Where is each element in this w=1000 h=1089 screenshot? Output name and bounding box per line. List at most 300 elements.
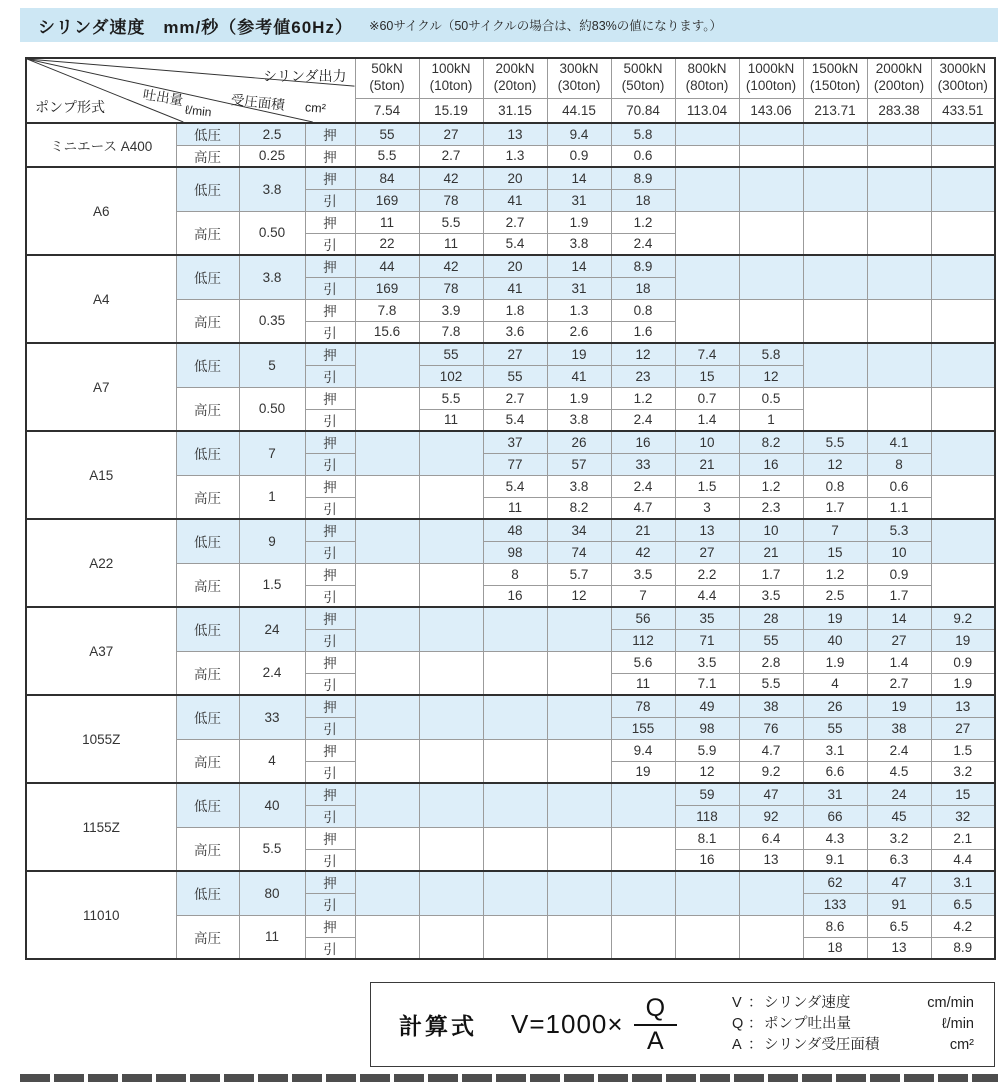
speed-value-cell: 40 [803,629,867,651]
pump-name-cell: A37 [26,607,176,695]
direction-cell: 押 [305,255,355,277]
empty-speed-cell [931,145,995,167]
speed-value-cell: 6.6 [803,761,867,783]
flow-rate-cell: 7 [239,431,305,475]
speed-value-cell: 169 [355,277,419,299]
empty-speed-cell [355,695,419,739]
pressure-label-cell: 高圧 [176,211,239,255]
data-row [26,431,995,453]
direction-cell: 押 [305,387,355,409]
pressure-label-cell: 高圧 [176,651,239,695]
speed-value-cell: 98 [675,717,739,739]
speed-value-cell: 7.8 [355,299,419,321]
empty-speed-cell [675,299,739,343]
speed-value-cell: 3 [675,497,739,519]
speed-value-cell: 55 [419,343,483,365]
speed-value-cell: 48 [483,519,547,541]
area-value-cell: 44.15 [547,98,611,123]
legend-symbol: A [732,1037,742,1053]
empty-speed-cell [931,299,995,343]
area-value-cell: 283.38 [867,98,931,123]
pump-name-cell: A15 [26,431,176,519]
pressure-label-cell: 高圧 [176,387,239,431]
empty-speed-cell [867,387,931,431]
speed-value-cell: 0.9 [547,145,611,167]
speed-value-cell: 18 [611,189,675,211]
speed-value-cell: 8.9 [611,255,675,277]
speed-value-cell: 31 [547,277,611,299]
speed-value-cell: 27 [867,629,931,651]
empty-speed-cell [803,255,867,299]
speed-value-cell: 2.7 [483,387,547,409]
speed-value-cell: 4.7 [739,739,803,761]
speed-value-cell: 1.7 [803,497,867,519]
direction-cell: 引 [305,673,355,695]
speed-value-cell: 1.2 [739,475,803,497]
speed-value-cell: 18 [803,937,867,959]
speed-value-cell: 4.1 [867,431,931,453]
empty-speed-cell [355,739,419,783]
speed-value-cell: 5.5 [419,387,483,409]
empty-speed-cell [355,871,419,915]
speed-value-cell: 47 [739,783,803,805]
pressure-label-cell: 高圧 [176,145,239,167]
column-header-force [547,58,611,98]
empty-speed-cell [867,343,931,387]
empty-speed-cell [355,431,419,475]
speed-value-cell: 11 [355,211,419,233]
direction-cell: 引 [305,805,355,827]
force-label: 1000kN [747,61,795,77]
direction-cell: 押 [305,827,355,849]
formula-legend-row [732,1035,974,1056]
pressure-label-cell: 低圧 [176,519,239,563]
speed-value-cell: 5.4 [483,409,547,431]
speed-value-cell: 13 [739,849,803,871]
empty-speed-cell [675,871,739,915]
speed-value-cell: 2.4 [611,475,675,497]
speed-value-cell: 4.2 [931,915,995,937]
empty-speed-cell [675,123,739,145]
force-label: 2000kN [875,61,923,77]
speed-value-cell: 14 [867,607,931,629]
speed-value-cell: 12 [803,453,867,475]
speed-value-cell: 6.5 [931,893,995,915]
empty-speed-cell [931,519,995,563]
data-row [26,343,995,365]
area-value-cell: 213.71 [803,98,867,123]
empty-speed-cell [931,211,995,255]
speed-value-cell: 11 [483,497,547,519]
corner-label-pressure-area: 受圧面積 [230,92,286,113]
speed-value-cell: 1.5 [675,475,739,497]
speed-value-cell: 1.4 [675,409,739,431]
speed-value-cell: 27 [419,123,483,145]
speed-value-cell: 23 [611,365,675,387]
speed-value-cell: 4.3 [803,827,867,849]
speed-value-cell: 11 [611,673,675,695]
empty-speed-cell [483,607,547,651]
force-label: 500kN [623,61,663,77]
speed-value-cell: 5.6 [611,651,675,673]
force-label: 800kN [687,61,727,77]
direction-cell: 引 [305,849,355,871]
force-label: 300kN [559,61,599,77]
speed-value-cell: 47 [867,871,931,893]
speed-value-cell: 1.9 [803,651,867,673]
empty-speed-cell [483,827,547,871]
empty-speed-cell [355,475,419,519]
direction-cell: 押 [305,475,355,497]
flow-rate-cell: 80 [239,871,305,915]
direction-cell: 押 [305,739,355,761]
speed-value-cell: 2.1 [931,827,995,849]
empty-speed-cell [483,651,547,695]
empty-speed-cell [931,123,995,145]
speed-value-cell: 8.2 [739,431,803,453]
empty-speed-cell [419,827,483,871]
speed-value-cell: 4.4 [931,849,995,871]
direction-cell: 押 [305,695,355,717]
empty-speed-cell [483,871,547,915]
speed-value-cell: 5.4 [483,233,547,255]
speed-value-cell: 9.4 [547,123,611,145]
speed-value-cell: 2.7 [867,673,931,695]
speed-value-cell: 15 [931,783,995,805]
speed-value-cell: 77 [483,453,547,475]
speed-value-cell: 19 [611,761,675,783]
speed-value-cell: 55 [355,123,419,145]
empty-speed-cell [355,607,419,651]
pressure-label-cell: 高圧 [176,827,239,871]
speed-value-cell: 9.2 [931,607,995,629]
empty-speed-cell [547,695,611,739]
empty-speed-cell [419,695,483,739]
speed-value-cell: 37 [483,431,547,453]
empty-speed-cell [867,123,931,145]
speed-value-cell: 1.9 [931,673,995,695]
speed-value-cell: 8.9 [611,167,675,189]
speed-value-cell: 41 [483,277,547,299]
speed-value-cell: 0.6 [867,475,931,497]
direction-cell: 押 [305,299,355,321]
speed-value-cell: 2.4 [867,739,931,761]
empty-speed-cell [547,651,611,695]
speed-value-cell: 12 [675,761,739,783]
speed-value-cell: 1.8 [483,299,547,321]
flow-rate-cell: 0.50 [239,387,305,431]
empty-speed-cell [675,167,739,211]
speed-value-cell: 5.8 [739,343,803,365]
pump-name-cell: ミニエース A400 [26,123,176,167]
ton-label: (80ton) [685,78,729,94]
speed-value-cell: 91 [867,893,931,915]
speed-value-cell: 2.5 [803,585,867,607]
empty-speed-cell [739,255,803,299]
empty-speed-cell [739,167,803,211]
speed-value-cell: 1.7 [739,563,803,585]
empty-speed-cell [419,739,483,783]
direction-cell: 押 [305,431,355,453]
empty-speed-cell [611,915,675,959]
pressure-label-cell: 高圧 [176,475,239,519]
formula-numerator: Q [634,994,677,1026]
speed-value-cell: 1.5 [931,739,995,761]
data-row [26,783,995,805]
area-value-cell: 31.15 [483,98,547,123]
speed-value-cell: 26 [803,695,867,717]
speed-value-cell: 12 [547,585,611,607]
speed-value-cell: 1.7 [867,585,931,607]
direction-cell: 押 [305,607,355,629]
corner-label-area-unit: cm² [304,100,327,116]
speed-value-cell: 3.8 [547,475,611,497]
speed-value-cell: 2.7 [419,145,483,167]
corner-label-discharge-unit: ℓ/min [184,102,213,120]
speed-value-cell: 10 [867,541,931,563]
speed-value-cell: 2.8 [739,651,803,673]
legend-symbol: V [732,994,742,1011]
empty-speed-cell [355,915,419,959]
empty-speed-cell [419,783,483,827]
direction-cell: 引 [305,937,355,959]
formula-legend-row [732,993,974,1014]
pressure-label-cell: 高圧 [176,915,239,959]
formula-legend [732,993,974,1056]
speed-value-cell: 42 [611,541,675,563]
empty-speed-cell [739,211,803,255]
speed-value-cell: 13 [867,937,931,959]
empty-speed-cell [803,145,867,167]
speed-value-cell: 5.5 [419,211,483,233]
speed-value-cell: 84 [355,167,419,189]
speed-value-cell: 28 [739,607,803,629]
legend-unit: cm² [949,1037,974,1053]
speed-value-cell: 32 [931,805,995,827]
speed-value-cell: 8.6 [803,915,867,937]
empty-speed-cell [739,123,803,145]
flow-rate-cell: 2.4 [239,651,305,695]
speed-value-cell: 41 [547,365,611,387]
empty-speed-cell [867,145,931,167]
speed-value-cell: 11 [419,409,483,431]
speed-value-cell: 14 [547,255,611,277]
empty-speed-cell [355,651,419,695]
speed-value-cell: 71 [675,629,739,651]
speed-value-cell: 3.5 [739,585,803,607]
empty-speed-cell [739,915,803,959]
speed-value-cell: 55 [483,365,547,387]
pressure-label-cell: 低圧 [176,123,239,145]
direction-cell: 引 [305,233,355,255]
speed-value-cell: 74 [547,541,611,563]
speed-value-cell: 38 [739,695,803,717]
speed-value-cell: 1.9 [547,211,611,233]
empty-speed-cell [867,167,931,211]
direction-cell: 押 [305,783,355,805]
empty-speed-cell [803,387,867,431]
corner-header-cell [26,58,355,123]
direction-cell: 押 [305,123,355,145]
speed-value-cell: 16 [611,431,675,453]
speed-value-cell: 13 [675,519,739,541]
pressure-label-cell: 低圧 [176,343,239,387]
speed-value-cell: 42 [419,255,483,277]
empty-speed-cell [419,915,483,959]
empty-speed-cell [803,123,867,145]
direction-cell: 押 [305,871,355,893]
empty-speed-cell [547,783,611,827]
direction-cell: 押 [305,915,355,937]
speed-value-cell: 55 [803,717,867,739]
empty-speed-cell [739,299,803,343]
direction-cell: 押 [305,211,355,233]
speed-value-cell: 1 [739,409,803,431]
flow-rate-cell: 40 [239,783,305,827]
empty-speed-cell [675,145,739,167]
pump-name-cell: A6 [26,167,176,255]
speed-value-cell: 42 [419,167,483,189]
pressure-label-cell: 低圧 [176,783,239,827]
ton-label: (100ton) [745,78,797,94]
speed-value-cell: 76 [739,717,803,739]
speed-value-cell: 8 [867,453,931,475]
speed-value-cell: 7.4 [675,343,739,365]
speed-value-cell: 155 [611,717,675,739]
corner-label-cylinder-output: シリンダ出力 [263,68,347,84]
speed-value-cell: 15.6 [355,321,419,343]
speed-value-cell: 12 [739,365,803,387]
legend-unit: cm/min [927,994,974,1011]
area-value-cell: 15.19 [419,98,483,123]
direction-cell: 引 [305,541,355,563]
speed-value-cell: 33 [611,453,675,475]
speed-value-cell: 8.9 [931,937,995,959]
direction-cell: 引 [305,629,355,651]
cylinder-speed-table [25,57,996,960]
pressure-label-cell: 低圧 [176,871,239,915]
speed-value-cell: 10 [739,519,803,541]
empty-speed-cell [931,255,995,299]
empty-speed-cell [931,387,995,431]
empty-speed-cell [931,431,995,475]
speed-value-cell: 102 [419,365,483,387]
speed-value-cell: 3.2 [931,761,995,783]
speed-value-cell: 3.2 [867,827,931,849]
empty-speed-cell [419,651,483,695]
page-title: シリンダ速度 mm/秒（参考値60Hz） [38,17,353,37]
speed-value-cell: 0.5 [739,387,803,409]
speed-value-cell: 78 [611,695,675,717]
area-value-cell: 143.06 [739,98,803,123]
flow-rate-cell: 0.50 [239,211,305,255]
speed-value-cell: 19 [931,629,995,651]
empty-speed-cell [931,563,995,607]
speed-value-cell: 2.4 [611,233,675,255]
pressure-label-cell: 低圧 [176,607,239,651]
speed-value-cell: 0.7 [675,387,739,409]
ton-label: (5ton) [369,78,405,94]
legend-description: シリンダ受圧面積 [764,1037,880,1053]
speed-value-cell: 21 [611,519,675,541]
pressure-label-cell: 低圧 [176,255,239,299]
flow-rate-cell: 9 [239,519,305,563]
speed-value-cell: 5.3 [867,519,931,541]
area-value-cell: 113.04 [675,98,739,123]
speed-value-cell: 6.3 [867,849,931,871]
empty-speed-cell [675,255,739,299]
direction-cell: 引 [305,761,355,783]
speed-value-cell: 7.1 [675,673,739,695]
corner-label-pump-model: ポンプ形式 [35,99,105,115]
speed-value-cell: 1.1 [867,497,931,519]
empty-speed-cell [867,299,931,343]
area-value-cell: 7.54 [355,98,419,123]
empty-speed-cell [739,871,803,915]
empty-speed-cell [547,739,611,783]
speed-value-cell: 4.7 [611,497,675,519]
flow-rate-cell: 2.5 [239,123,305,145]
column-header-force [739,58,803,98]
pressure-label-cell: 高圧 [176,299,239,343]
empty-speed-cell [803,343,867,387]
direction-cell: 引 [305,453,355,475]
empty-speed-cell [803,167,867,211]
speed-value-cell: 21 [675,453,739,475]
speed-value-cell: 1.9 [547,387,611,409]
direction-cell: 引 [305,893,355,915]
speed-value-cell: 5.5 [803,431,867,453]
empty-speed-cell [483,915,547,959]
empty-speed-cell [611,827,675,871]
speed-value-cell: 18 [611,277,675,299]
force-label: 50kN [371,61,403,77]
empty-speed-cell [547,871,611,915]
ton-label: (300ton) [937,78,988,94]
speed-value-cell: 5.4 [483,475,547,497]
pressure-label-cell: 低圧 [176,167,239,211]
speed-value-cell: 20 [483,167,547,189]
direction-cell: 引 [305,717,355,739]
speed-value-cell: 78 [419,277,483,299]
speed-value-cell: 2.2 [675,563,739,585]
ton-label: (20ton) [493,78,537,94]
legend-description: ポンプ吐出量 [764,1015,851,1032]
speed-value-cell: 57 [547,453,611,475]
speed-value-cell: 2.6 [547,321,611,343]
speed-value-cell: 62 [803,871,867,893]
empty-speed-cell [931,167,995,211]
speed-value-cell: 1.2 [611,387,675,409]
speed-value-cell: 3.8 [547,233,611,255]
formula-lhs: V=1000× [511,1009,624,1039]
formula-legend-row [732,1014,974,1035]
flow-rate-cell: 1.5 [239,563,305,607]
speed-value-cell: 2.3 [739,497,803,519]
speed-value-cell: 1.2 [803,563,867,585]
empty-speed-cell [867,255,931,299]
speed-value-cell: 22 [355,233,419,255]
speed-value-cell: 24 [867,783,931,805]
empty-speed-cell [483,783,547,827]
force-label: 3000kN [939,61,987,77]
empty-speed-cell [931,343,995,387]
empty-speed-cell [483,695,547,739]
speed-value-cell: 1.3 [547,299,611,321]
speed-value-cell: 6.5 [867,915,931,937]
speed-value-cell: 8 [483,563,547,585]
data-row [26,255,995,277]
